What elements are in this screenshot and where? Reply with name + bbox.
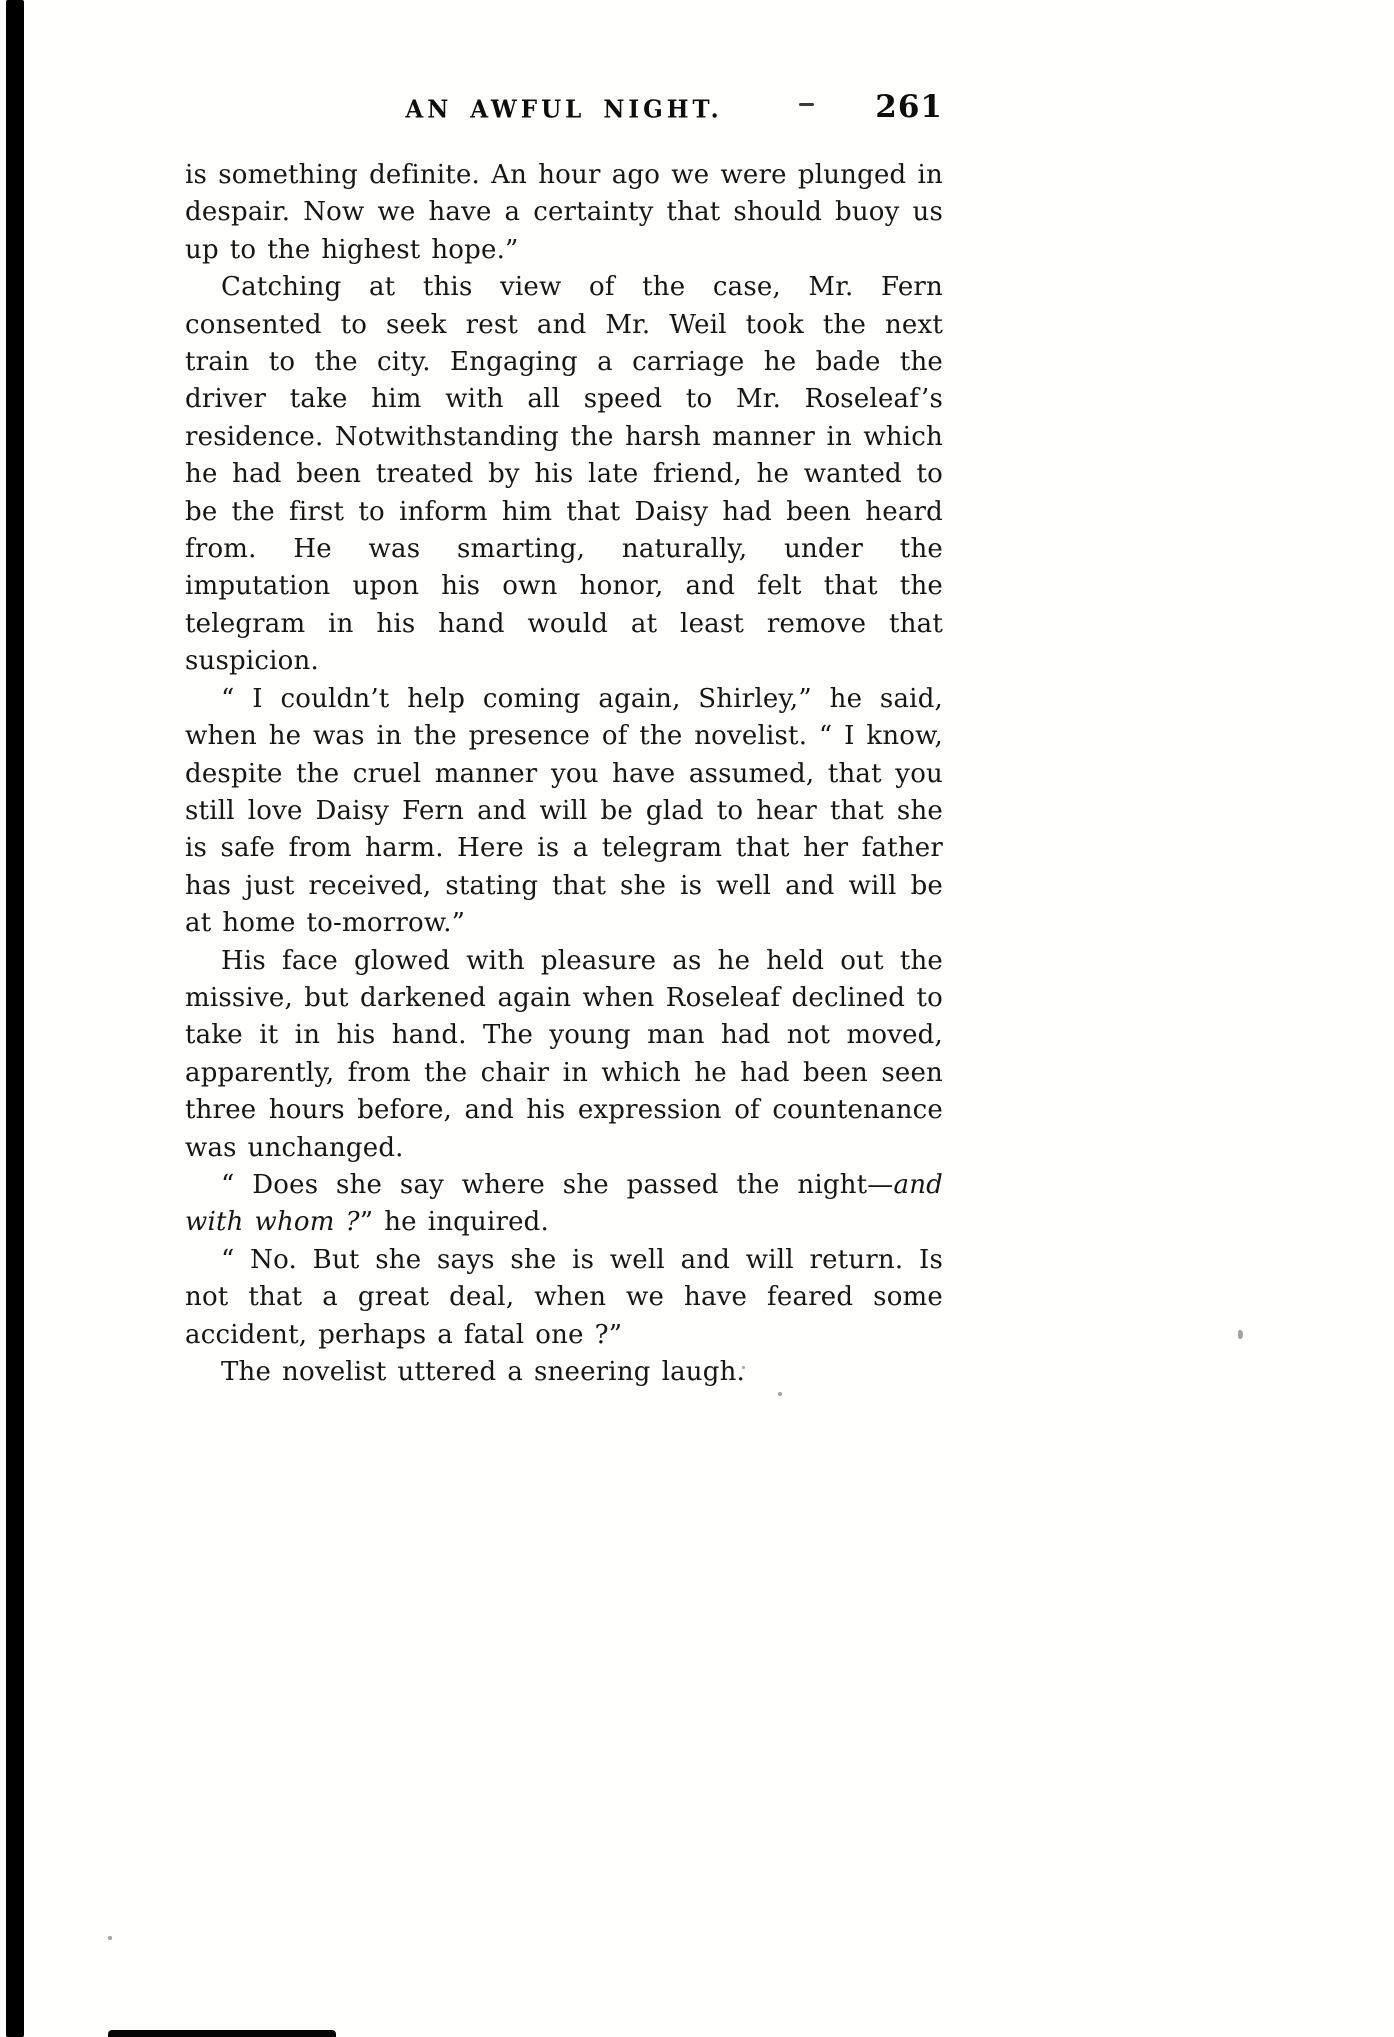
paragraph	[185, 1354, 943, 1391]
paragraph	[185, 269, 943, 680]
text-segment: ” he inquired.	[359, 1207, 549, 1238]
running-header-title: AN AWFUL NIGHT.	[405, 95, 723, 124]
text-segment: Catching at this view of the case, Mr. Fern consented to seek rest and Mr. Weil took the next train to the city. Engaging a carriage he bade the driver take him with all speed to Mr. Roseleaf’s residence. Notwithstanding the harsh manner in which he had been treated by his late friend, he wanted to be the first to inform him that Daisy had been heard from. He was smarting, naturally, under the imputation upon his own honor, and felt that the telegram in his hand would at least remove that suspicion.	[185, 272, 943, 677]
page-number: 261	[875, 89, 943, 125]
scan-speck	[778, 1392, 782, 1396]
paragraph	[185, 157, 943, 269]
scan-speck	[108, 1936, 112, 1940]
paragraph	[185, 1167, 943, 1242]
text-segment: The novelist uttered a sneering laugh.	[221, 1357, 745, 1387]
text-segment: “ I couldn’t help coming again, Shirley,” he said, when he was in the presence of the novelist. “ I know, despite the cruel manner you have assumed, that you still love Daisy Fern and will be glad to hear that she is safe from harm. Here is a telegram that her father has just received, stating that she is well and will be at home to-morrow.”	[185, 683, 943, 939]
text-segment: “ Does she say where she passed the night—	[221, 1169, 894, 1200]
scan-bottom-smudge	[108, 2030, 336, 2037]
scan-edge-shadow	[6, 0, 24, 2037]
text-segment: “ No. But she says she is well and will return. Is not that a great deal, when we have feared some accident, perhaps a fatal one ?”	[185, 1244, 943, 1350]
text-segment-italic: and with whom ?	[185, 1169, 943, 1238]
page-header	[185, 89, 943, 125]
paragraph	[185, 681, 943, 943]
text-segment: His face glowed with pleasure as he held out the missive, but darkened again when Roseleaf declined to take it in his hand. The young man had not moved, apparently, from the chair in which he had been seen three hours before, and his expression of countenance was unchanged.	[185, 945, 943, 1163]
scan-speck	[1238, 1330, 1243, 1339]
paragraph	[185, 1242, 943, 1354]
paragraph	[185, 943, 943, 1167]
text-segment: is something definite. An hour ago we were plunged in despair. Now we have a certainty that should buoy us up to the highest hope.”	[185, 160, 943, 265]
page-body	[185, 157, 943, 1391]
